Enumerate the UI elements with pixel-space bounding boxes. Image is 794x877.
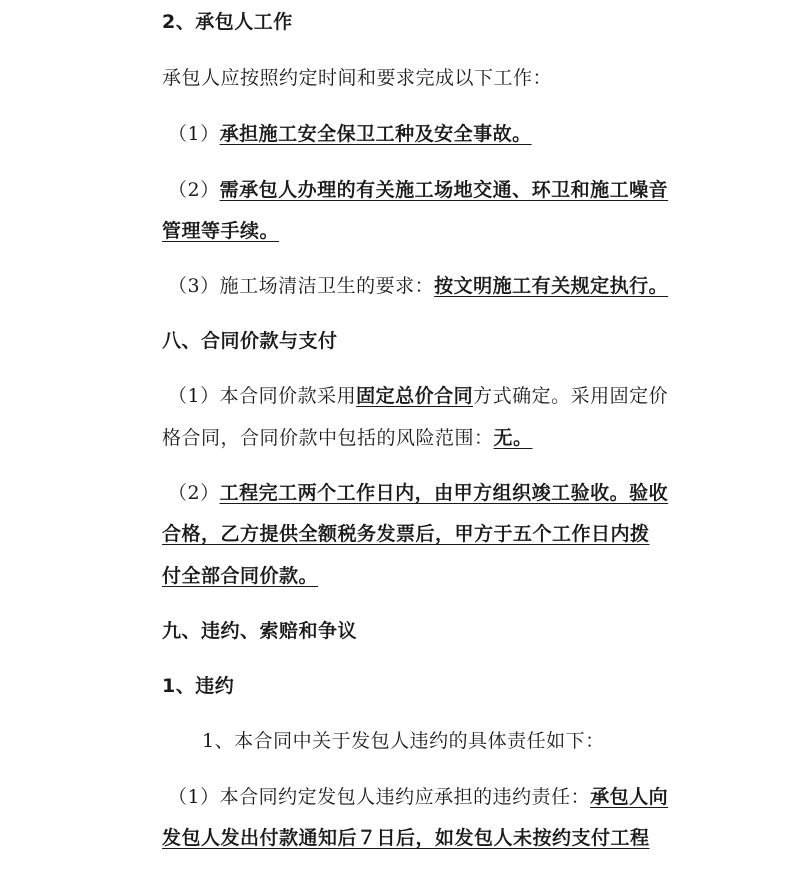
item-text: 施工场清洁卫生的要求： [219,275,435,297]
filled-text: 发包人发出付款通知后７日后，如发包人未按约支付工程 [162,827,650,849]
list-item-2-continued [162,219,279,243]
filled-text: 合格，乙方提供全额税务发票后，甲方于五个工作日内拨 [162,523,650,545]
payment-item-2 [168,481,668,505]
item-text: （1）本合同价款采用 [168,385,357,407]
item-number: （2） [168,482,220,504]
breach-item-1 [168,785,668,809]
item-number: （3） [168,275,220,297]
list-item-2 [168,178,668,202]
section-heading-contractor-work: 2、承包人工作 [162,11,293,33]
filled-text: 固定总价合同 [356,385,474,407]
subheading-breach: 1、违约 [162,675,235,697]
paragraph-intro: 承包人应按照约定时间和要求完成以下工作： [162,67,553,89]
filled-text: 按文明施工有关规定执行。 [434,275,669,297]
section-heading-breach-claims: 九、违约、索赔和争议 [162,620,358,642]
list-item-1 [168,122,532,146]
section-heading-price-payment: 八、合同价款与支付 [162,330,338,352]
item-text: （1）本合同约定发包人违约应承担的违约责任： [168,786,591,808]
filled-text: 工程完工两个工作日内，由甲方组织竣工验收。验收 [219,482,669,504]
item-text: 格合同，合同价款中包括的风险范围： [162,427,494,449]
filled-text: 付全部合同价款。 [162,565,319,587]
payment-item-2-line3 [162,564,318,588]
filled-text: 管理等手续。 [162,220,280,242]
payment-item-1-continued [162,426,533,450]
filled-text: 承包人向 [590,786,669,808]
paragraph-breach-intro: 1、本合同中关于发包人违约的具体责任如下： [202,730,605,752]
breach-item-1-continued [162,826,650,850]
payment-item-1 [168,384,668,408]
item-number: （1） [168,123,220,145]
filled-text: 无。 [493,427,533,449]
list-item-3 [168,274,668,298]
item-number: （2） [168,179,220,201]
filled-text: 承担施工安全保卫工种及安全事故。 [219,123,532,145]
item-text: 方式确定。采用固定价 [473,385,669,407]
filled-text: 需承包人办理的有关施工场地交通、环卫和施工噪音 [219,179,669,201]
payment-item-2-line2 [162,522,650,546]
